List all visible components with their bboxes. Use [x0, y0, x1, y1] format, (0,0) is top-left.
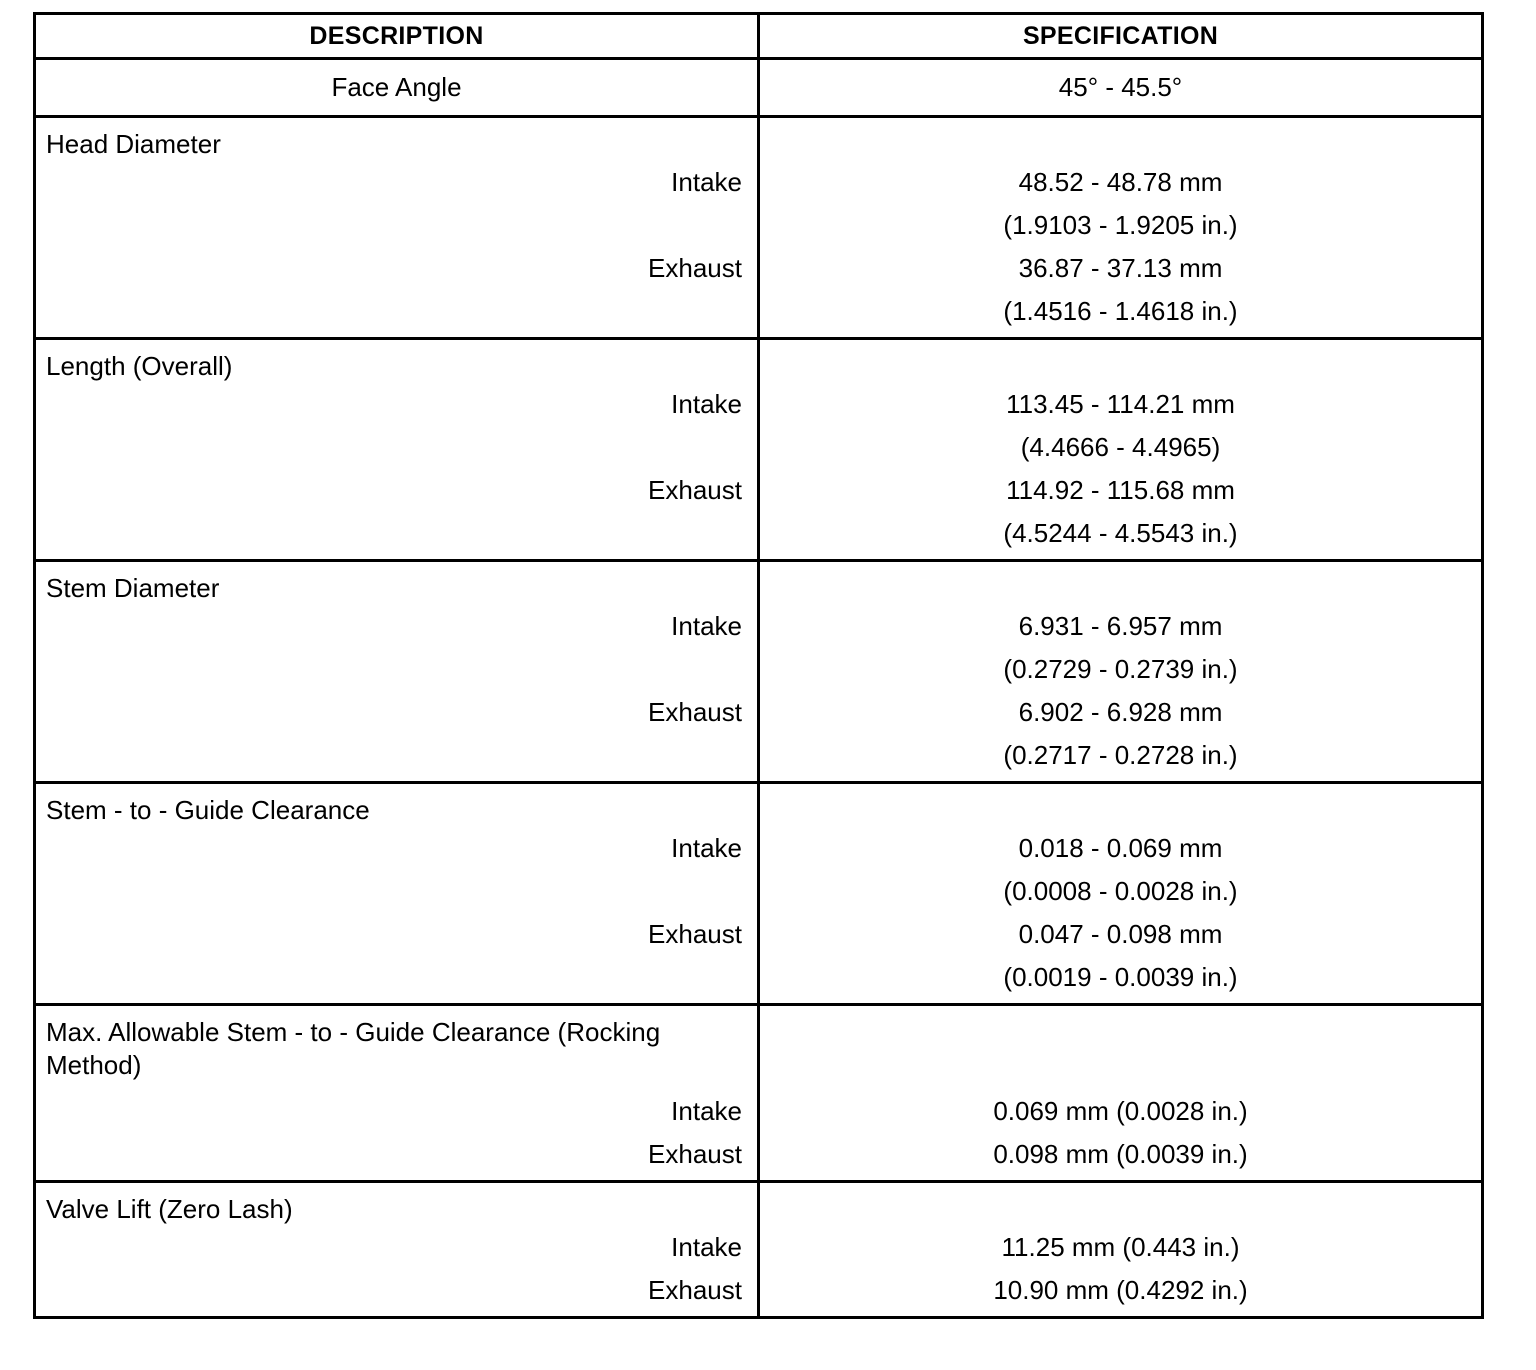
intake-in-value: (4.4666 - 4.4965): [1020, 432, 1221, 462]
table-row: [35, 117, 1483, 339]
exhaust-label: Exhaust: [648, 919, 742, 949]
exhaust-mm-value: 0.047 - 0.098 mm: [1018, 919, 1223, 949]
group-title: Stem Diameter: [46, 573, 220, 603]
exhaust-in-value: (1.4516 - 1.4618 in.): [1003, 296, 1238, 326]
intake-label: Intake: [671, 167, 742, 197]
group-title: Head Diameter: [46, 129, 221, 159]
exhaust-mm-value: 114.92 - 115.68 mm: [1006, 475, 1235, 505]
intake-label: Intake: [671, 611, 742, 641]
group-title: Length (Overall): [46, 351, 233, 381]
intake-value: 0.069 mm (0.0028 in.): [993, 1096, 1248, 1126]
intake-label: Intake: [671, 1232, 742, 1262]
intake-in-value: (1.9103 - 1.9205 in.): [1003, 210, 1238, 240]
exhaust-value: 10.90 mm (0.4292 in.): [993, 1275, 1248, 1305]
valve-spec-table: [33, 12, 1484, 1319]
intake-mm-value: 113.45 - 114.21 mm: [1006, 389, 1235, 419]
exhaust-value: 0.098 mm (0.0039 in.): [993, 1139, 1248, 1169]
table-row: [35, 339, 1483, 561]
intake-label: Intake: [671, 1096, 742, 1126]
group-title: Stem - to - Guide Clearance: [46, 795, 370, 825]
specification-cell: [759, 1182, 1483, 1318]
table-row: [35, 783, 1483, 1005]
specification-cell: [759, 561, 1483, 783]
group-title: Valve Lift (Zero Lash): [46, 1194, 293, 1224]
exhaust-mm-value: 36.87 - 37.13 mm: [1018, 253, 1223, 283]
face-angle-row: [35, 59, 1483, 117]
exhaust-label: Exhaust: [648, 253, 742, 283]
intake-label: Intake: [671, 389, 742, 419]
exhaust-in-value: (4.5244 - 4.5543 in.): [1003, 518, 1238, 548]
description-cell: [35, 1182, 759, 1318]
intake-mm-value: 48.52 - 48.78 mm: [1018, 167, 1223, 197]
specification-header: SPECIFICATION: [759, 14, 1483, 59]
exhaust-label: Exhaust: [648, 1139, 742, 1169]
specification-cell: [759, 117, 1483, 339]
description-cell: [35, 783, 759, 1005]
intake-label: Intake: [671, 833, 742, 863]
description-cell: [35, 561, 759, 783]
exhaust-in-value: (0.0019 - 0.0039 in.): [1003, 962, 1238, 992]
group-title: Max. Allowable Stem - to - Guide Clearance (Rocking Method): [46, 1017, 661, 1080]
intake-mm-value: 6.931 - 6.957 mm: [1018, 611, 1223, 641]
face-angle-value: 45° - 45.5°: [759, 59, 1483, 117]
exhaust-in-value: (0.2717 - 0.2728 in.): [1003, 740, 1238, 770]
specification-cell: [759, 339, 1483, 561]
description-cell: [35, 1005, 759, 1182]
intake-value: 11.25 mm (0.443 in.): [1001, 1232, 1240, 1262]
table-row: [35, 1182, 1483, 1318]
description-header: DESCRIPTION: [35, 14, 759, 59]
table-row: [35, 1005, 1483, 1182]
description-cell: [35, 117, 759, 339]
description-cell: [35, 339, 759, 561]
exhaust-label: Exhaust: [648, 697, 742, 727]
intake-in-value: (0.0008 - 0.0028 in.): [1003, 876, 1238, 906]
intake-mm-value: 0.018 - 0.069 mm: [1018, 833, 1223, 863]
specification-cell: [759, 783, 1483, 1005]
exhaust-label: Exhaust: [648, 475, 742, 505]
specification-cell: [759, 1005, 1483, 1182]
intake-in-value: (0.2729 - 0.2739 in.): [1003, 654, 1238, 684]
exhaust-mm-value: 6.902 - 6.928 mm: [1018, 697, 1223, 727]
face-angle-label: Face Angle: [35, 59, 759, 117]
header-row: [35, 14, 1483, 59]
table-row: [35, 561, 1483, 783]
exhaust-label: Exhaust: [648, 1275, 742, 1305]
